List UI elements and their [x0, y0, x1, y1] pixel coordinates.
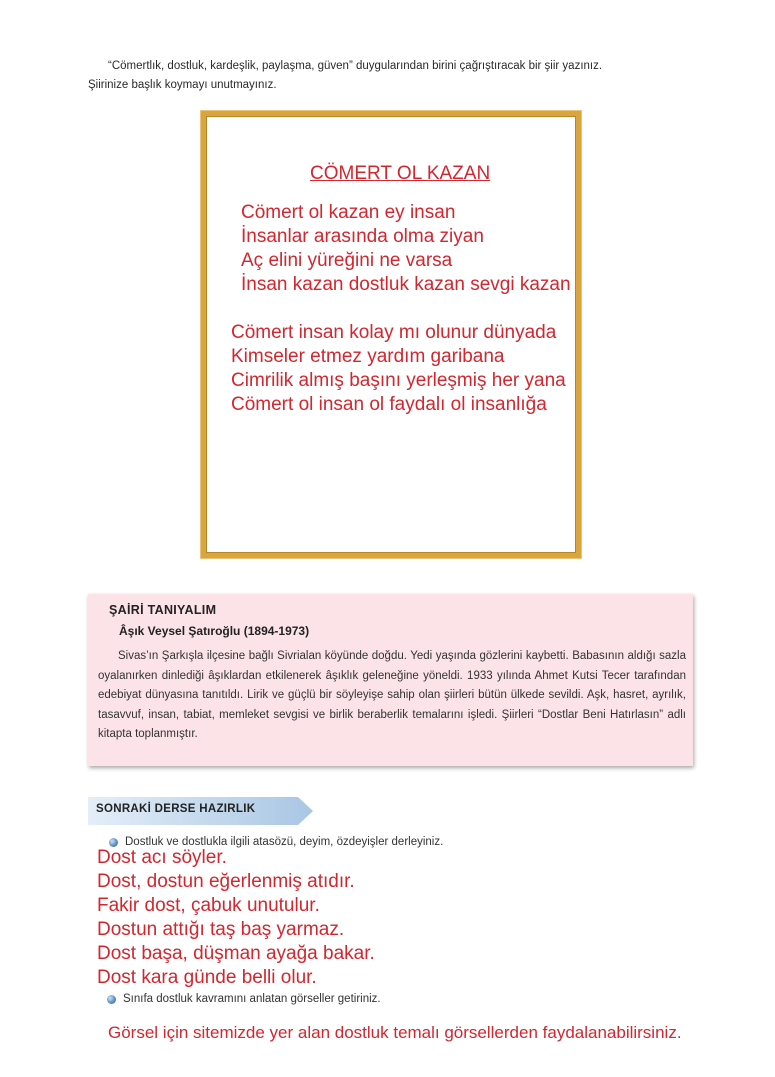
proverb-item: Dost acı söyler. — [97, 847, 227, 868]
proverb-item: Fakir dost, çabuk unutulur. — [97, 895, 320, 916]
proverb-item: Dost kara günde belli olur. — [97, 967, 317, 988]
prep-task-1: Dostluk ve dostlukla ilgili atasözü, deyim, özdeyişler derleyiniz. — [125, 836, 444, 848]
poem-line: Cimrilik almış başını yerleşmiş her yana — [231, 370, 566, 391]
poem-line: Aç elini yüreğini ne varsa — [241, 250, 453, 271]
proverb-list — [97, 846, 375, 990]
prep-banner-label: SONRAKİ DERSE HAZIRLIK — [96, 803, 256, 815]
poem-stanza-2 — [231, 321, 566, 417]
poet-name: Âşık Veysel Şatıroğlu (1894-1973) — [119, 624, 310, 638]
poet-biography: Sivas’ın Şarkışla ilçesine bağlı Sivrialan köyünde doğdu. Yedi yaşında gözlerini kaybetti. Babasının aldığı sazla oyalanırken dinlediği âşıklardan etkilenerek âşıklık geleneğine yöneldi. 1933 yılında Ahmet Kutsi Tecer tarafından edebiyat dünyasına tanıtıldı. Lirik ve güçlü bir söyleyişe sahip olan şiirleri bütün ülkede sevildi. Aşk, hasret, ayrılık, tasavvuf, insan, tabiat, memleket sevgisi ve birlik beraberlik temalarını işledi. Şiirleri “Dostlar Beni Hatırlasın” adlı kitapta toplanmıştır. — [98, 650, 686, 740]
proverb-item: Dost, dostun eğerlenmiş atıdır. — [97, 871, 355, 892]
poem-line: İnsan kazan dostluk kazan sevgi kazan — [241, 274, 571, 295]
proverb-item: Dost başa, düşman ayağa bakar. — [97, 943, 375, 964]
assignment-instruction — [88, 57, 694, 95]
poem-line: Cömert ol insan ol faydalı ol insanlığa — [231, 394, 547, 415]
proverb-item: Dostun attığı taş baş yarmaz. — [97, 919, 345, 940]
poem-line: Cömert ol kazan ey insan — [241, 202, 456, 223]
instruction-line-1: “Cömertlık, dostluk, kardeşlik, paylaşma, güven” duygularından birini çağrıştıracak bir şiir yazınız. — [108, 60, 603, 72]
prep-task-2: Sınıfa dostluk kavramını anlatan görseller getiriniz. — [123, 993, 381, 1005]
poem-line: Kimseler etmez yardım garibana — [231, 346, 505, 367]
bullet-icon — [107, 995, 116, 1004]
poem-stanza-1 — [241, 201, 571, 297]
poem-line: Cömert insan kolay mı olunur dünyada — [231, 322, 557, 343]
footer-note: Görsel için sitemizde yer alan dostluk temalı görsellerden faydalanabilirsiniz. — [108, 1023, 682, 1042]
poem-line: İnsanlar arasında olma ziyan — [241, 226, 484, 247]
poet-section-heading: ŞAİRİ TANIYALIM — [109, 603, 217, 617]
instruction-line-2: Şiirinize başlık koymayı unutmayınız. — [88, 79, 277, 91]
poem-title: CÖMERT OL KAZAN — [310, 163, 491, 184]
